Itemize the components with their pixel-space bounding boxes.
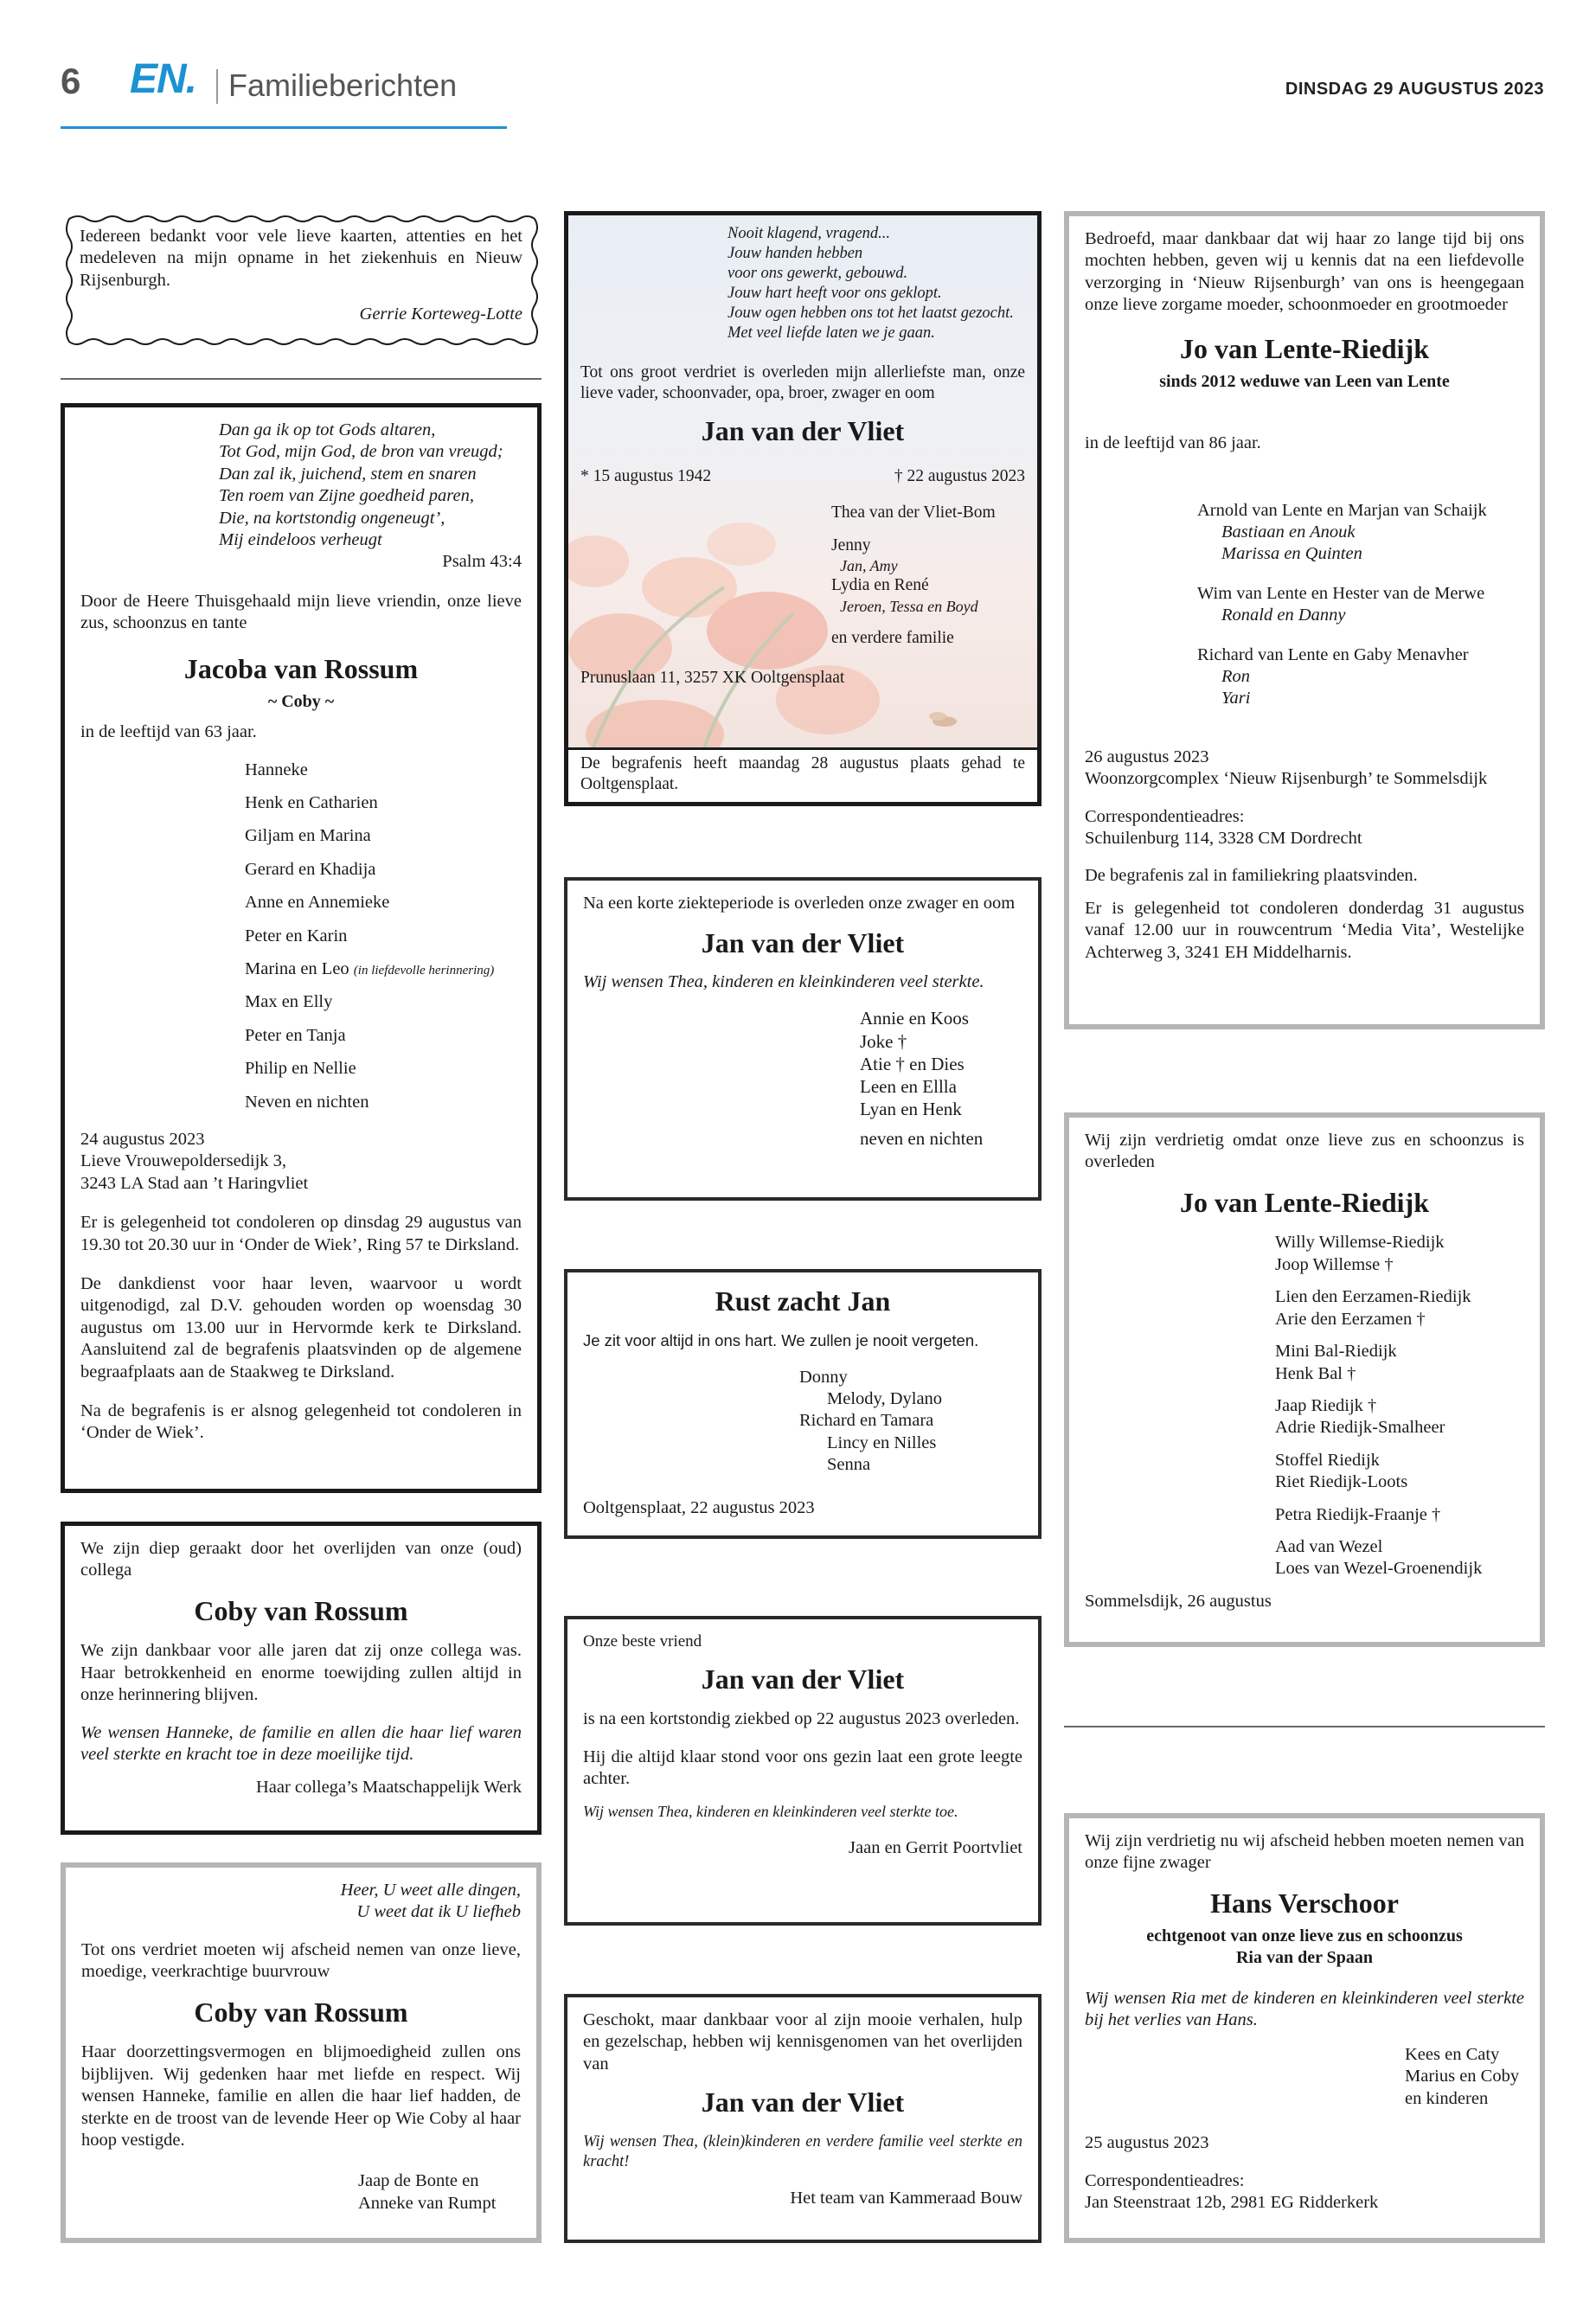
- condolence-wish: We wensen Hanneke, de familie en allen die haar lief waren veel sterkte en kracht toe in deze moeilijke tijd.: [80, 1722, 522, 1765]
- family-member-with-note: [245, 958, 522, 980]
- family-member: Joke †: [860, 1030, 907, 1052]
- condolence-signature: Jaan en Gerrit Poortvliet: [849, 1837, 1022, 1857]
- family-member: Loes van Wezel-Groenendijk: [1275, 1559, 1483, 1579]
- family-member: Stoffel Riedijk: [1275, 1450, 1380, 1470]
- child-name: Lydia en René: [831, 576, 929, 595]
- family-member: Donny: [799, 1367, 848, 1387]
- obituary-intro: Door de Heere Thuisgehaald mijn lieve vriendin, onze lieve zus, schoonzus en tante: [80, 591, 522, 633]
- spouse-name: Ria van der Spaan: [1235, 1948, 1373, 1968]
- funeral-info: De begrafenis heeft maandag 28 augustus plaats gehad te Ooltgensplaat.: [580, 753, 1025, 793]
- signature-line: en kinderen: [1405, 2088, 1489, 2108]
- deceased-name: Coby van Rossum: [194, 1996, 408, 2028]
- correspondence-label: Correspondentieadres:: [1085, 2170, 1245, 2190]
- family-member: Senna: [827, 1455, 871, 1475]
- condolence-intro: Na een korte ziekteperiode is overleden onze zwager en oom: [583, 894, 1016, 913]
- family-member: Arnold van Lente en Marjan van Schaijk: [1197, 500, 1487, 520]
- family-member: Gerard en Khadija: [245, 859, 376, 879]
- grandchildren-names: Marissa en Quinten: [1221, 544, 1362, 564]
- obituary-intro: Bedroefd, maar dankbaar dat wij haar zo lange tijd bij ons mochten hebben, geven wij u kennis dat na een liefdevolle verzorging in ‘Nieuw Rijsenburgh’ van ons is heengegaan onze lieve zorgame moeder, schoonmoeder en grootmoeder: [1085, 229, 1524, 315]
- family-member: Peter en Karin: [245, 926, 348, 945]
- condolence-intro: Onze beste vriend: [583, 1632, 702, 1650]
- funeral-info: De begrafenis zal in familiekring plaatsvinden.: [1085, 866, 1418, 886]
- poem-line: Tot God, mijn God, de bron van vreugd;: [219, 442, 503, 462]
- more-family: en verdere familie: [831, 628, 954, 647]
- obituary-intro: Tot ons groot verdriet is overleden mijn allerliefste man, onze lieve vader, schoonvader, opa, broer, zwager en oom: [580, 362, 1025, 402]
- age-line: in de leeftijd van 63 jaar.: [80, 722, 257, 742]
- signature-line: Anneke van Rumpt: [358, 2193, 497, 2213]
- ad-kammeraad-bouw: [564, 1994, 1042, 2243]
- family-member: Lien den Eerzamen-Riedijk: [1275, 1287, 1471, 1307]
- family-member: Giljam en Marina: [245, 826, 371, 846]
- poem-line: Nooit klagend, vragend...: [727, 225, 891, 242]
- deceased-name: Coby van Rossum: [194, 1594, 408, 1626]
- death-date: † 22 augustus 2023: [894, 466, 1025, 485]
- ad-obituary-jacoba-van-rossum: [61, 403, 542, 1493]
- page-number: 6: [61, 61, 81, 101]
- after-funeral-info: Na de begrafenis is er alsnog gelegenheid tot condoleren in ‘Onder de Wiek’.: [80, 1401, 522, 1443]
- grandchildren-names: Yari: [1221, 689, 1251, 708]
- grandchildren-names: Jeroen, Tessa en Boyd: [840, 597, 978, 615]
- condolence-intro: Wij zijn verdrietig omdat onze lieve zus en schoonzus is overleden: [1085, 1131, 1524, 1172]
- correspondence-address: Schuilenburg 114, 3328 CM Dordrecht: [1085, 828, 1362, 848]
- family-member: Lincy en Nilles: [827, 1433, 937, 1452]
- family-member: Willy Willemse-Riedijk: [1275, 1233, 1445, 1253]
- poem-line: Die, na kortstondig ongeneugt’,: [219, 508, 445, 528]
- condolence-text: We zijn dankbaar voor alle jaren dat zij onze collega was. Haar betrokkenheid en enorme toewijding zullen altijd in onze herinnering blijven.: [80, 1641, 522, 1705]
- poem-line: Ten roem van Zijne goedheid paren,: [219, 486, 474, 506]
- death-place: Woonzorgcomplex ‘Nieuw Rijsenburgh’ te Sommelsdijk: [1085, 769, 1488, 789]
- family-member: Jaap Riedijk †: [1275, 1395, 1377, 1415]
- ad-condolence-colleagues: [61, 1522, 542, 1835]
- family-member: Richard van Lente en Gaby Menavher: [1197, 644, 1469, 664]
- poem-line: voor ons gewerkt, gebouwd.: [727, 264, 908, 282]
- family-member: Melody, Dylano: [827, 1389, 943, 1409]
- poem-line: Jouw hart heeft voor ons geklopt.: [727, 284, 942, 302]
- deceased-name: Jo van Lente-Riedijk: [1180, 332, 1429, 364]
- condolence-signature: Haar collega’s Maatschappelijk Werk: [255, 1777, 522, 1797]
- family-member: Henk Bal †: [1275, 1363, 1356, 1383]
- ad-obituary-jo-van-lente-riedijk: [1064, 211, 1545, 1029]
- verse-line: U weet dat ik U liefheb: [356, 1902, 521, 1922]
- column-divider: [61, 378, 542, 380]
- family-member: Mini Bal-Riedijk: [1275, 1342, 1397, 1362]
- condolence-text: Haar doorzettingsvermogen en blijmoedigheid zullen ons bijblijven. Wij gedenken haar met liefde en respect. Wij wensen Hanneke, familie en allen die haar lief hadden, de sterkte en de troost van de levende Heer op Wie Coby al haar hoop vestigde.: [81, 2042, 521, 2150]
- family-member: Lyan en Henk: [860, 1098, 962, 1119]
- ad-obituary-hans-verschoor: [1064, 1813, 1545, 2243]
- family-member: Aad van Wezel: [1275, 1536, 1383, 1556]
- condolence-wish: Wij wensen Thea, kinderen en kleinkinderen veel sterkte toe.: [583, 1803, 958, 1821]
- family-member: Atie † en Dies: [860, 1053, 965, 1074]
- family-list: [245, 760, 522, 1113]
- family-member: Arie den Eerzamen †: [1275, 1309, 1426, 1329]
- memorial-title: Rust zacht Jan: [715, 1285, 891, 1317]
- condolence-intro: Wij zijn verdrietig nu wij afscheid hebben moeten nemen van onze fijne zwager: [1085, 1831, 1524, 1873]
- section-title: Familieberichten: [228, 67, 458, 103]
- child-name: Jenny: [831, 535, 871, 554]
- condolence-intro: Geschokt, maar dankbaar voor al zijn mooie verhalen, hulp en gezelschap, hebben wij kennisgenomen van het overlijden van: [583, 2010, 1022, 2073]
- family-member: Joop Willemse †: [1275, 1254, 1394, 1274]
- newspaper-logo: EN.: [130, 56, 197, 102]
- family-member: Anne en Annemieke: [245, 893, 390, 913]
- address-line: Lieve Vrouwepoldersedijk 3,: [80, 1151, 287, 1171]
- grandchildren-names: Ron: [1221, 666, 1251, 686]
- deceased-name: Jan van der Vliet: [701, 2086, 905, 2118]
- thanks-signature: Gerrie Korteweg-Lotte: [359, 304, 522, 324]
- family-member: Petra Riedijk-Fraanje †: [1275, 1504, 1441, 1524]
- place-date: Ooltgensplaat, 22 augustus 2023: [583, 1497, 815, 1517]
- correspondence-label: Correspondentieadres:: [1085, 806, 1245, 826]
- signature-line: Jaap de Bonte en: [358, 2171, 479, 2191]
- birth-date: * 15 augustus 1942: [580, 466, 712, 485]
- ad-condolence-neighbours: [61, 1862, 542, 2243]
- ad-obituary-jan-van-der-vliet: [564, 211, 1042, 806]
- deceased-name: Jan van der Vliet: [701, 927, 905, 959]
- condolence-text-2: Hij die altijd klaar stond voor ons gezin laat een grote leegte achter.: [583, 1747, 1022, 1789]
- family-member: Riet Riedijk-Loots: [1275, 1472, 1408, 1492]
- condolence-text: is na een kortstondig ziekbed op 22 augustus 2023 overleden.: [583, 1709, 1020, 1729]
- service-info: De dankdienst voor haar leven, waarvoor u wordt uitgenodigd, zal D.V. gehouden worden op woensdag 30 augustus om 13.00 uur in Hervormde kerk te Dirksland. Aansluitend zal de begrafenis plaatsvinden op de algemene begraafplaats aan de Staakweg te Dirksland.: [80, 1274, 522, 1381]
- ad-thanks-korteweg: [61, 212, 542, 350]
- death-date: 26 augustus 2023: [1085, 747, 1209, 766]
- condolence-intro: We zijn diep geraakt door het overlijden van onze (oud) collega: [80, 1539, 522, 1580]
- poem-line: Met veel liefde laten we je gaan.: [727, 324, 935, 342]
- family-member: Neven en nichten: [245, 1092, 369, 1112]
- ad-condolence-in-laws: [564, 877, 1042, 1201]
- condolence-wish: Wij wensen Thea, (klein)kinderen en verdere familie veel sterkte en kracht!: [583, 2132, 1022, 2170]
- family-member: Adrie Riedijk-Smalheer: [1275, 1418, 1445, 1438]
- poem-line: Dan zal ik, juichend, stem en snaren: [219, 464, 477, 484]
- family-member: Peter en Tanja: [245, 1025, 346, 1045]
- grandchildren-names: Jan, Amy: [840, 557, 898, 575]
- family-member: Henk en Catharien: [245, 792, 378, 812]
- condolence-wish: Wij wensen Ria met de kinderen en kleinkinderen veel sterkte bij het verlies van Hans.: [1085, 1989, 1524, 2030]
- family-member: Hanneke: [245, 760, 308, 779]
- death-date: 24 augustus 2023: [80, 1130, 205, 1149]
- family-member: Richard en Tamara: [799, 1411, 934, 1431]
- family-member: Leen en Ellla: [860, 1075, 957, 1097]
- header-rule: [61, 126, 507, 129]
- deceased-name: Jo van Lente-Riedijk: [1180, 1186, 1429, 1218]
- memory-note: (in liefdevolle herinnering): [353, 963, 495, 977]
- signature-line: Kees en Caty: [1405, 2044, 1500, 2064]
- condolence-wish: Wij wensen Thea, kinderen en kleinkinderen veel sterkte.: [583, 972, 984, 992]
- home-address: Prunuslaan 11, 3257 XK Ooltgensplaat: [580, 669, 845, 688]
- family-member: Philip en Nellie: [245, 1059, 356, 1079]
- age-line: in de leeftijd van 86 jaar.: [1085, 433, 1261, 453]
- column-divider: [1064, 1726, 1545, 1727]
- thanks-text: Iedereen bedankt voor vele lieve kaarten, attenties en het medeleven na mijn opname in het ziekenhuis en Nieuw Rijsenburgh.: [80, 227, 522, 290]
- header-divider: [216, 69, 218, 104]
- issue-date: DINSDAG 29 AUGUSTUS 2023: [1285, 80, 1544, 99]
- verse-line: Heer, U weet alle dingen,: [340, 1881, 521, 1900]
- family-member: Wim van Lente en Hester van de Merwe: [1197, 583, 1485, 603]
- ad-best-friend: [564, 1616, 1042, 1926]
- deceased-name: Hans Verschoor: [1210, 1887, 1399, 1919]
- deceased-name: Jan van der Vliet: [701, 414, 905, 446]
- family-member: Marina en Leo: [245, 958, 349, 978]
- address-line: 3243 LA Stad aan ’t Haringvliet: [80, 1173, 309, 1193]
- poem-line: Mij eindeloos verheugt: [219, 530, 382, 550]
- poem-line: Jouw ogen hebben ons tot het laatst gezocht.: [727, 304, 1014, 322]
- memorial-text: Je zit voor altijd in ons hart. We zullen je nooit vergeten.: [583, 1330, 979, 1349]
- ad-rust-zacht-jan: [564, 1269, 1042, 1539]
- more-family: neven en nichten: [860, 1127, 984, 1149]
- condolence-info: Er is gelegenheid tot condoleren donderdag 31 augustus vanaf 12.00 uur in rouwcentrum ‘Media Vita’, Westelijke Achterweg 3, 3241 EH Middelharnis.: [1085, 898, 1524, 962]
- condolence-intro: Tot ons verdriet moeten wij afscheid nemen van onze lieve, moedige, veerkrachtige buurvrouw: [81, 1939, 521, 1982]
- grandchildren-names: Bastiaan en Anouk: [1221, 522, 1356, 542]
- deceased-name: Jacoba van Rossum: [183, 652, 419, 684]
- place-date: Sommelsdijk, 26 augustus: [1085, 1591, 1272, 1611]
- poem-line: Dan ga ik op tot Gods altaren,: [219, 420, 436, 439]
- family-member: Annie en Koos: [860, 1008, 969, 1029]
- condolence-signature: Het team van Kammeraad Bouw: [790, 2188, 1022, 2208]
- spouse-name: Thea van der Vliet-Bom: [831, 503, 996, 522]
- deceased-subtitle: echtgenoot van onze lieve zus en schoonzus: [1146, 1926, 1463, 1946]
- deceased-name: Jan van der Vliet: [701, 1663, 905, 1695]
- poem-line: Jouw handen hebben: [727, 244, 863, 262]
- death-date: 25 augustus 2023: [1085, 2133, 1209, 2153]
- ad-siblings-jo-van-lente-riedijk: [1064, 1112, 1545, 1647]
- grandchildren-names: Ronald en Danny: [1221, 606, 1346, 625]
- life-dates: [580, 466, 1025, 487]
- deceased-nickname: ~ Coby ~: [267, 692, 335, 712]
- deceased-subtitle: sinds 2012 weduwe van Leen van Lente: [1159, 372, 1450, 392]
- condolence-info: Er is gelegenheid tot condoleren op dinsdag 29 augustus van 19.30 tot 20.30 uur in ‘Onder de Wiek’, Ring 57 te Dirksland.: [80, 1213, 522, 1254]
- psalm-reference: Psalm 43:4: [442, 552, 522, 572]
- correspondence-address: Jan Steenstraat 12b, 2981 EG Ridderkerk: [1085, 2192, 1379, 2212]
- signature-line: Marius en Coby: [1405, 2067, 1520, 2086]
- family-member: Max en Elly: [245, 992, 333, 1012]
